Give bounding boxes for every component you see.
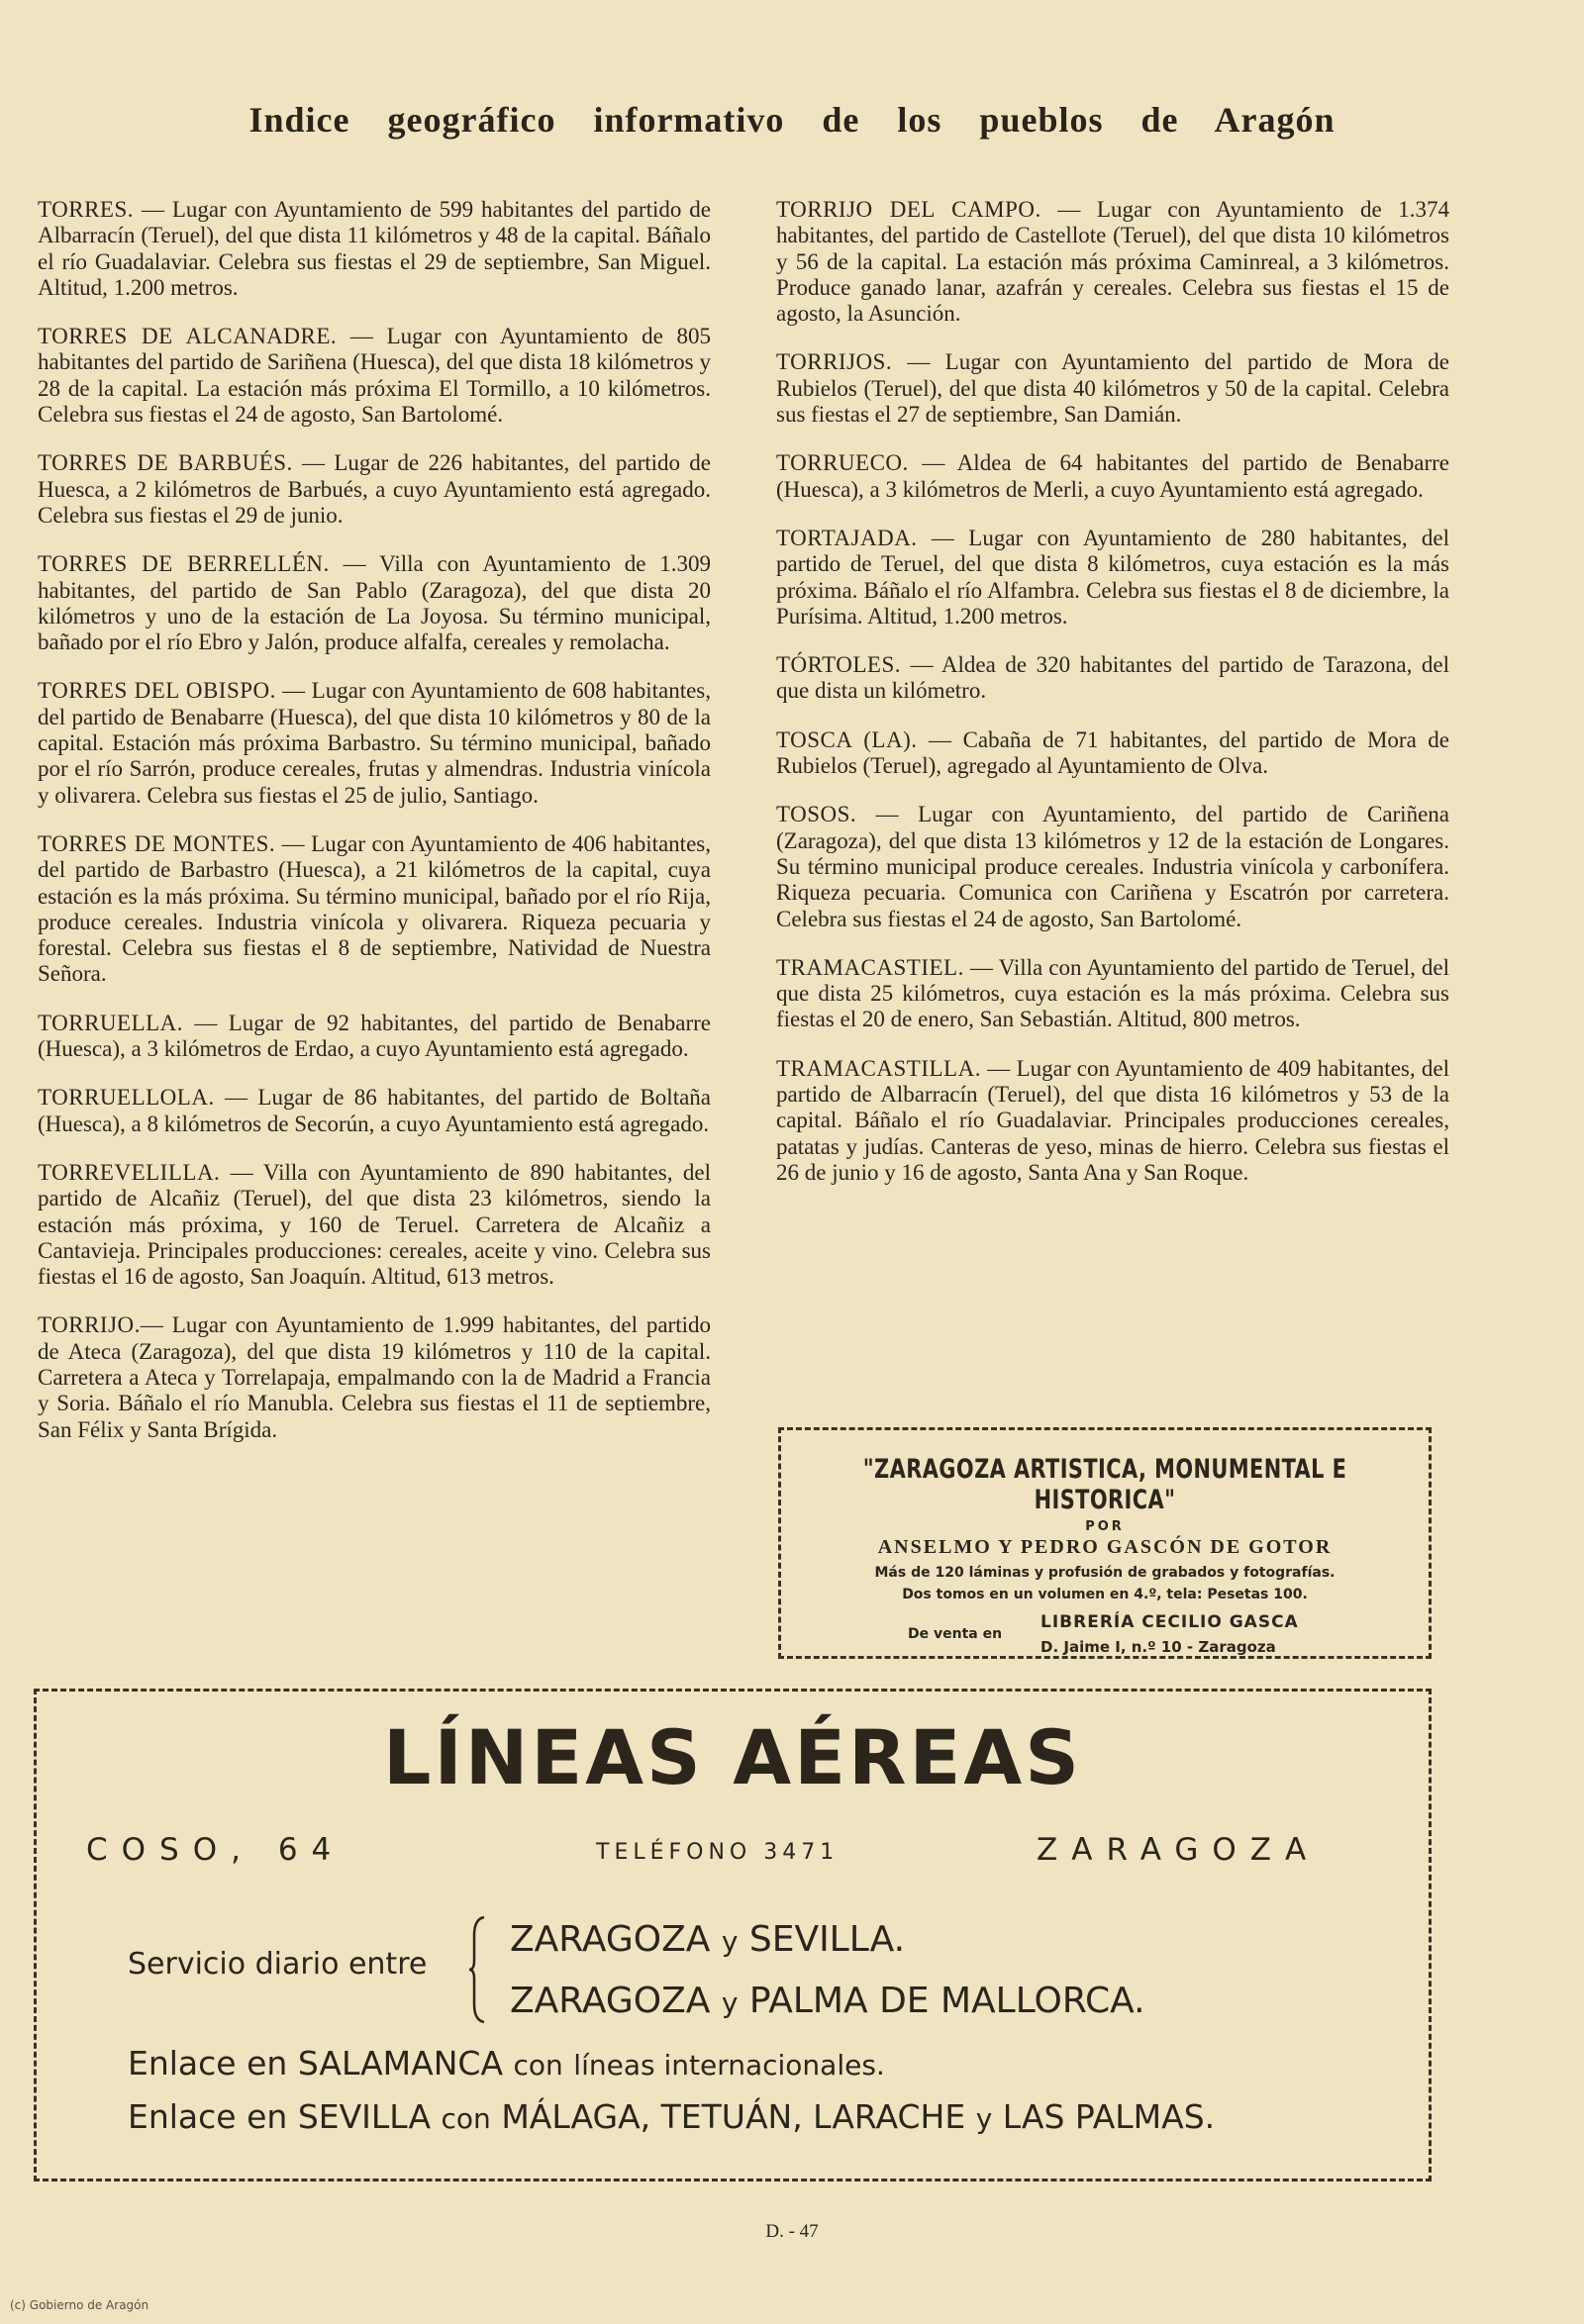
book-description: Más de 120 láminas y profusión de grabados y fotografías. — [874, 1565, 1336, 1581]
entry-tortajada: TORTAJADA. — Lugar con Ayuntamiento de 280 habitantes, del partido de Teruel, del que dista 8 kilómetros, cuya estación es la más próxima. Báñalo el río Alfambra. Celebra sus fiestas el 8 de diciembre, la Purísima. Altitud, 1.200 metros. — [776, 525, 1450, 629]
entry-tortoles: TÓRTOLES. — Aldea de 320 habitantes del partido de Tarazona, del que dista un kilómetro. — [776, 652, 1450, 704]
airline-route-1: ZARAGOZA y SEVILLA. — [510, 1919, 906, 1960]
brace-icon — [468, 1915, 486, 2024]
right-column — [776, 174, 1449, 1201]
entry-torruellola: TORRUELLOLA. — Lugar de 86 habitantes, del partido de Boltaña (Huesca), a 8 kilómetros de Secorún, a cuyo Ayuntamiento está agregado. — [38, 1085, 712, 1136]
book-title: "ZARAGOZA ARTISTICA, MONUMENTAL E HISTORICA" — [862, 1454, 1347, 1515]
entry-torrijos: TORRIJOS. — Lugar con Ayuntamiento del partido de Mora de Rubielos (Teruel), del que dista 40 kilómetros y 50 de la capital. Celebra sus fiestas el 27 de septiembre, San Damián. — [776, 349, 1450, 428]
entry-torres-de-montes: TORRES DE MONTES. — Lugar con Ayuntamiento de 406 habitantes, del partido de Barbastro (Huesca), a 21 kilómetros de la capital, cuya estación es la más próxima. Su término municipal, bañado por el río Rija, produce cereales. Industria vinícola y olivarera. Riqueza pecuaria y forestal. Celebra sus fiestas el 8 de septiembre, Natividad de Nuestra Señora. — [38, 830, 711, 987]
entry-torres-de-berrellen: TORRES DE BERRELLÉN. — Villa con Ayuntamiento de 1.309 habitantes, del partido de San Pablo (Zaragoza), del que dista 20 kilómetros y uno de la estación de La Joyosa. Su término municipal, bañado por el río Ebro y Jalón, produce alfalfa, cereales y remolacha. — [38, 551, 712, 655]
airline-city: ZARAGOZA — [1037, 1832, 1321, 1868]
page-title: Indice geográfico informativo de los pueblos de Aragón — [248, 100, 1336, 140]
airline-phone: TELÉFONO 3471 — [596, 1840, 840, 1865]
airline-connection-2: Enlace en SEVILLA con MÁLAGA, TETUÁN, LARACHE y LAS PALMAS. — [128, 2097, 1216, 2136]
entry-torres-del-obispo: TORRES DEL OBISPO. — Lugar con Ayuntamiento de 608 habitantes, del partido de Benabarre (Huesca), del que dista 10 kilómetros y 80 de la capital. Estación más próxima Barbastro. Su término municipal, bañado por el río Sarrón, produce cereales, frutas y almendras. Industria vinícola y olivarera. Celebra sus fiestas el 25 de julio, Santiago. — [38, 678, 712, 808]
book-authors: ANSELMO Y PEDRO GASCÓN DE GOTOR — [877, 1536, 1333, 1558]
book-advertisement — [778, 1427, 1432, 1659]
airline-service-label: Servicio diario entre — [128, 1947, 428, 1982]
entry-torruella: TORRUELLA. — Lugar de 92 habitantes, del partido de Benabarre (Huesca), a 3 kilómetros de Erdao, a cuyo Ayuntamiento está agregado. — [38, 1010, 712, 1062]
entry-tosos: TOSOS. — Lugar con Ayuntamiento, del partido de Cariñena (Zaragoza), del que dista 13 kilómetros y 12 de la estación de Longares. Su término municipal produce cereales. Industria vinícola y carbonífera. Riqueza pecuaria. Comunica con Cariñena y Escatrón por carretera. Celebra sus fiestas el 24 de agosto, San Bartolomé. — [776, 802, 1449, 931]
left-column — [38, 174, 711, 1458]
page-number: D. - 47 — [765, 2221, 819, 2242]
entry-torres-de-alcanadre: TORRES DE ALCANADRE. — Lugar con Ayuntamiento de 805 habitantes del partido de Sariñena (Huesca), del que dista 18 kilómetros y 28 de la capital. La estación más próxima El Tormillo, a 10 kilómetros. Celebra sus fiestas el 24 de agosto, San Bartolomé. — [38, 324, 712, 428]
airline-route-2: ZARAGOZA y PALMA DE MALLORCA. — [510, 1981, 1145, 2021]
entry-torres-de-barbues: TORRES DE BARBUÉS. — Lugar de 226 habitantes, del partido de Huesca, a 2 kilómetros de Barbués, a cuyo Ayuntamiento está agregado. Celebra sus fiestas el 29 de junio. — [38, 450, 711, 528]
book-por: POR — [1085, 1519, 1125, 1534]
entry-tosca: TOSCA (LA). — Cabaña de 71 habitantes, del partido de Mora de Rubielos (Teruel), agregado al Ayuntamiento de Olva. — [776, 726, 1450, 779]
book-libreria: LIBRERÍA CECILIO GASCA — [1040, 1612, 1299, 1632]
book-address: D. Jaime I, n.º 10 - Zaragoza — [1040, 1638, 1276, 1656]
copyright-credit: (c) Gobierno de Aragón — [10, 2298, 149, 2312]
book-sale-info — [781, 1612, 1429, 1662]
entry-torrijo: TORRIJO.— Lugar con Ayuntamiento de 1.999 habitantes, del partido de Ateca (Zaragoza), del que dista 19 kilómetros y 110 de la capital. Carretera a Ateca y Torrelapaja, empalmando con la de Madrid a Francia y Soria. Báñalo el río Manubla. Celebra sus fiestas el 11 de septiembre, San Félix y Santa Brígida. — [38, 1312, 711, 1442]
entry-torrueco: TORRUECO. — Aldea de 64 habitantes del partido de Benabarre (Huesca), a 3 kilómetros de Merli, a cuyo Ayuntamiento está agregado. — [776, 450, 1450, 502]
airline-advertisement — [34, 1689, 1432, 2181]
airline-address: COSO, 64 — [86, 1832, 346, 1868]
airline-title: LÍNEAS AÉREAS — [383, 1713, 1082, 1801]
airline-connection-1: Enlace en SALAMANCA con líneas internacionales. — [128, 2044, 885, 2082]
book-venta-label: De venta en — [908, 1626, 1003, 1642]
entry-tramacastiel: TRAMACASTIEL. — Villa con Ayuntamiento del partido de Teruel, del que dista 25 kilómetros, cuya estación es la más próxima. Celebra sus fiestas el 20 de enero, San Sebastián. Altitud, 800 metros. — [776, 954, 1449, 1032]
book-price: Dos tomos en un volumen en 4.º, tela: Pesetas 100. — [902, 1587, 1308, 1602]
entry-torrijo-del-campo: TORRIJO DEL CAMPO. — Lugar con Ayuntamiento de 1.374 habitantes, del partido de Castellote (Teruel), del que dista 10 kilómetros y 56 de la capital. La estación más próxima Caminreal, a 3 kilómetros. Produce ganado lanar, azafrán y cereales. Celebra sus fiestas el 15 de agosto, la Asunción. — [776, 197, 1450, 327]
entry-torres: TORRES. — Lugar con Ayuntamiento de 599 habitantes del partido de Albarracín (Teruel), del que dista 11 kilómetros y 48 de la capital. Báñalo el río Guadalaviar. Celebra sus fiestas el 29 de septiembre, San Miguel. Altitud, 1.200 metros. — [38, 197, 711, 300]
entry-tramacastilla: TRAMACASTILLA. — Lugar con Ayuntamiento de 409 habitantes, del partido de Albarracín (Teruel), del que dista 16 kilómetros y 53 de la capital. Báñalo el río Guadalaviar. Principales producciones cereales, patatas y judías. Canteras de yeso, minas de hierro. Celebra sus fiestas el 26 de junio y 16 de agosto, Santa Ana y San Roque. — [776, 1055, 1449, 1185]
entry-torrevelilla: TORREVELILLA. — Villa con Ayuntamiento de 890 habitantes, del partido de Alcañiz (Teruel), del que dista 23 kilómetros, siendo la estación más próxima, y 160 de Teruel. Carretera de Alcañiz a Cantavieja. Principales producciones: cereales, aceite y vino. Celebra sus fiestas el 16 de agosto, San Joaquín. Altitud, 613 metros. — [38, 1159, 712, 1290]
